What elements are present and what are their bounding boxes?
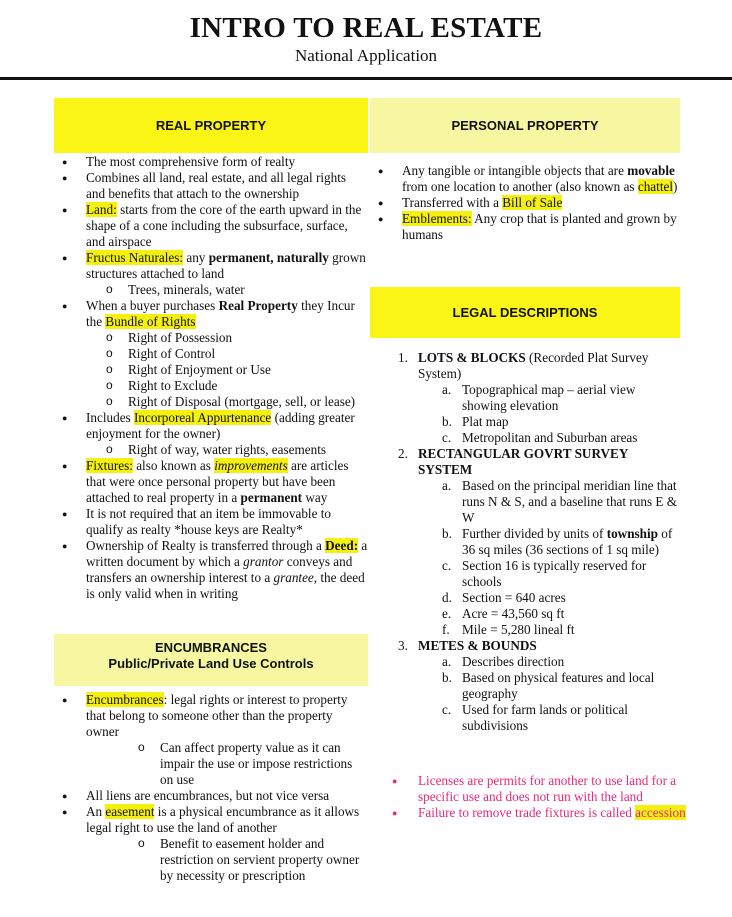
sub-list-item [86, 740, 368, 788]
item-text: Metropolitan and Suburban areas [462, 430, 638, 445]
sub-list-item [86, 394, 368, 410]
item-text: Topographical map – aerial view showing elevation [462, 382, 636, 413]
bold-text: township [606, 526, 658, 541]
highlight-term: Bill of Sale [502, 195, 563, 210]
highlight-term: Encumbrances [86, 692, 164, 707]
header-rule [0, 77, 732, 80]
real-property-heading: REAL PROPERTY [54, 98, 368, 153]
item-text: Used for farm lands or political subdivisions [462, 702, 628, 733]
legal-descriptions-list [390, 350, 680, 734]
list-item [54, 154, 368, 170]
encumbrances-subtitle: Public/Private Land Use Controls [108, 656, 314, 671]
item-letter: c. [442, 702, 452, 717]
sub-list [86, 282, 368, 298]
highlight-term: Bundle of Rights [105, 314, 196, 329]
item-letter: b. [442, 670, 452, 685]
bullet-text: Combines all land, real estate, and all legal rights and benefits that attach to the ownership [86, 170, 347, 201]
numbered-item [390, 350, 680, 446]
list-item [370, 195, 680, 211]
item-letter: d. [442, 590, 452, 605]
legal-descriptions-heading: LEGAL DESCRIPTIONS [370, 287, 680, 338]
highlight-term: accession [635, 805, 686, 820]
sub-text: Right of way, water rights, easements [128, 442, 327, 457]
bold-text: LOTS & BLOCKS [418, 350, 526, 365]
numbered-item [390, 638, 680, 734]
bullet-text: Any crop that is planted and grown by humans [402, 211, 677, 242]
bullet-text: It is not required that an item be immovable to qualify as realty *house keys are Realty* [86, 506, 332, 537]
sub-text: Can affect property value as it can impair the use or impose restrictions on use [160, 740, 353, 787]
item-letter: a. [442, 478, 452, 493]
list-item [54, 506, 368, 538]
bullet-text: grown structures attached to land [86, 250, 366, 281]
highlight-italic-term: improvements [214, 458, 288, 473]
note-item [390, 773, 690, 805]
bullet-text: ) [673, 179, 678, 194]
item-text: Section = 640 acres [462, 590, 566, 605]
highlight-term: Deed: [325, 538, 359, 553]
encumbrances-title: ENCUMBRANCES [155, 640, 267, 655]
lettered-list [418, 382, 680, 446]
list-item [370, 163, 680, 195]
item-letter: a. [442, 382, 452, 397]
sub-list [86, 836, 368, 884]
bullet-text: Transferred with a [402, 195, 503, 210]
page-subtitle: National Application [294, 46, 438, 65]
bullet-text: from one location to another (also known as [402, 179, 638, 194]
item-letter: e. [442, 606, 452, 621]
bold-text: permanent, naturally [208, 250, 329, 265]
lettered-item [418, 606, 680, 622]
bullet-text: All liens are encumbrances, but not vice versa [86, 788, 330, 803]
lettered-list [418, 478, 680, 638]
note-text: Licenses are permits for another to use land for a specific use and does not run with the land [418, 773, 677, 804]
bullet-text: are articles that were once personal property but have been attached to real property in a [86, 458, 349, 505]
sub-list [86, 442, 368, 458]
item-text: Section 16 is typically reserved for schools [462, 558, 647, 589]
item-letter: c. [442, 558, 452, 573]
highlight-term: easement [105, 804, 155, 819]
list-item [54, 170, 368, 202]
list-item [54, 298, 368, 410]
lettered-item [418, 590, 680, 606]
encumbrances-list [54, 692, 368, 884]
bullet-text: Includes [86, 410, 134, 425]
lettered-item [418, 526, 680, 558]
note-item [390, 805, 690, 821]
highlight-term: Fixtures: [86, 458, 133, 473]
highlight-term: Fructus Naturales: [86, 250, 184, 265]
bullet-text: is a physical encumbrance as it allows legal right to use the land of another [86, 804, 360, 835]
lettered-item [418, 478, 680, 526]
item-letter: b. [442, 414, 452, 429]
list-item [54, 458, 368, 506]
personal-property-heading: PERSONAL PROPERTY [370, 98, 680, 153]
sub-text: Trees, minerals, water [128, 282, 245, 297]
sub-text: Right of Control [128, 346, 216, 361]
bullet-text: conveys and transfers an ownership interest to a [86, 554, 353, 585]
item-number: 1. [398, 350, 408, 365]
notes-list [390, 773, 690, 821]
bold-text: RECTANGULAR GOVRT SURVEY SYSTEM [418, 446, 628, 477]
encumbrances-heading [54, 634, 368, 686]
sub-list-item [86, 282, 368, 298]
item-text: Describes direction [462, 654, 565, 669]
item-letter: f. [442, 622, 450, 637]
bold-text: permanent [240, 490, 303, 505]
highlight-term: chattel [637, 179, 674, 194]
list-item [54, 788, 368, 804]
numbered-item [390, 446, 680, 638]
rights-list [86, 330, 368, 410]
list-item [54, 202, 368, 250]
bullet-text: any [183, 250, 209, 265]
bullet-text: also known as [132, 458, 215, 473]
item-letter: b. [442, 526, 452, 541]
bullet-text: , the deed is only valid when in writing [86, 570, 365, 601]
item-number: 3. [398, 638, 408, 653]
sub-list [86, 740, 368, 788]
sub-text: Right to Exclude [128, 378, 218, 393]
item-text: Further divided by units of [462, 526, 607, 541]
real-property-list [54, 154, 368, 602]
highlight-term: Land: [86, 202, 117, 217]
note-text: Failure to remove trade fixtures is called [418, 805, 636, 820]
item-text: Based on the principal meridian line that runs N & S, and a baseline that runs E & W [462, 478, 677, 525]
lettered-item [418, 702, 680, 734]
item-text: Acre = 43,560 sq ft [462, 606, 565, 621]
bullet-text: Any tangible or intangible objects that are [402, 163, 628, 178]
item-letter: a. [442, 654, 452, 669]
bullet-text: : legal rights or interest to property that belong to someone other than the property owner [86, 692, 348, 739]
bullet-text: a written document by which a [86, 538, 368, 569]
highlight-term: Emblements: [402, 211, 472, 226]
highlight-term: Incorporeal Appurtenance [133, 410, 272, 425]
sub-text: Right of Possession [128, 330, 233, 345]
bullet-text: they Incur the [86, 298, 355, 329]
personal-property-list [370, 163, 680, 243]
bullet-text: way [302, 490, 328, 505]
sub-text: Right of Enjoyment or Use [128, 362, 271, 377]
sub-text: Benefit to easement holder and restriction on servient property owner by necessity or prescription [160, 836, 360, 883]
item-text: Plat map [462, 414, 509, 429]
sub-text: Right of Disposal (mortgage, sell, or lease) [128, 394, 356, 409]
lettered-item [418, 622, 680, 638]
list-item [54, 538, 368, 602]
item-text: (Recorded Plat Survey System) [418, 350, 649, 381]
bullet-text: When a buyer purchases [86, 298, 219, 313]
page-title: INTRO TO REAL ESTATE [189, 12, 543, 44]
list-item [54, 804, 368, 884]
italic-text: grantee [273, 570, 314, 585]
bold-text: Real Property [218, 298, 298, 313]
item-text: of 36 sq miles (36 sections of 1 sq mile) [462, 526, 673, 557]
list-item [54, 410, 368, 458]
sub-list-item [86, 442, 368, 458]
sub-list-item [86, 836, 368, 884]
bold-text: METES & BOUNDS [418, 638, 537, 653]
list-item [54, 250, 368, 298]
item-text: Based on physical features and local geography [462, 670, 655, 701]
bold-text: movable [627, 163, 675, 178]
bullet-text: Ownership of Realty is transferred through a [86, 538, 326, 553]
list-item [54, 692, 368, 788]
list-item [370, 211, 680, 243]
lettered-list [418, 654, 680, 734]
lettered-item [418, 654, 680, 670]
lettered-item [418, 382, 680, 414]
sub-list-item [86, 362, 368, 378]
sub-list-item [86, 346, 368, 362]
bullet-text: starts from the core of the earth upward in the shape of a cone including the subsurface, surface, and airspace [86, 202, 362, 249]
sub-list-item [86, 330, 368, 346]
item-number: 2. [398, 446, 408, 461]
sub-list-item [86, 378, 368, 394]
item-letter: c. [442, 430, 452, 445]
bullet-text: (adding greater enjoyment for the owner) [86, 410, 355, 441]
item-text: Mile = 5,280 lineal ft [462, 622, 575, 637]
lettered-item [418, 414, 680, 430]
lettered-item [418, 430, 680, 446]
bullet-text: The most comprehensive form of realty [86, 154, 296, 169]
italic-text: grantor [243, 554, 284, 569]
bullet-text: An [86, 804, 106, 819]
lettered-item [418, 558, 680, 590]
lettered-item [418, 670, 680, 702]
